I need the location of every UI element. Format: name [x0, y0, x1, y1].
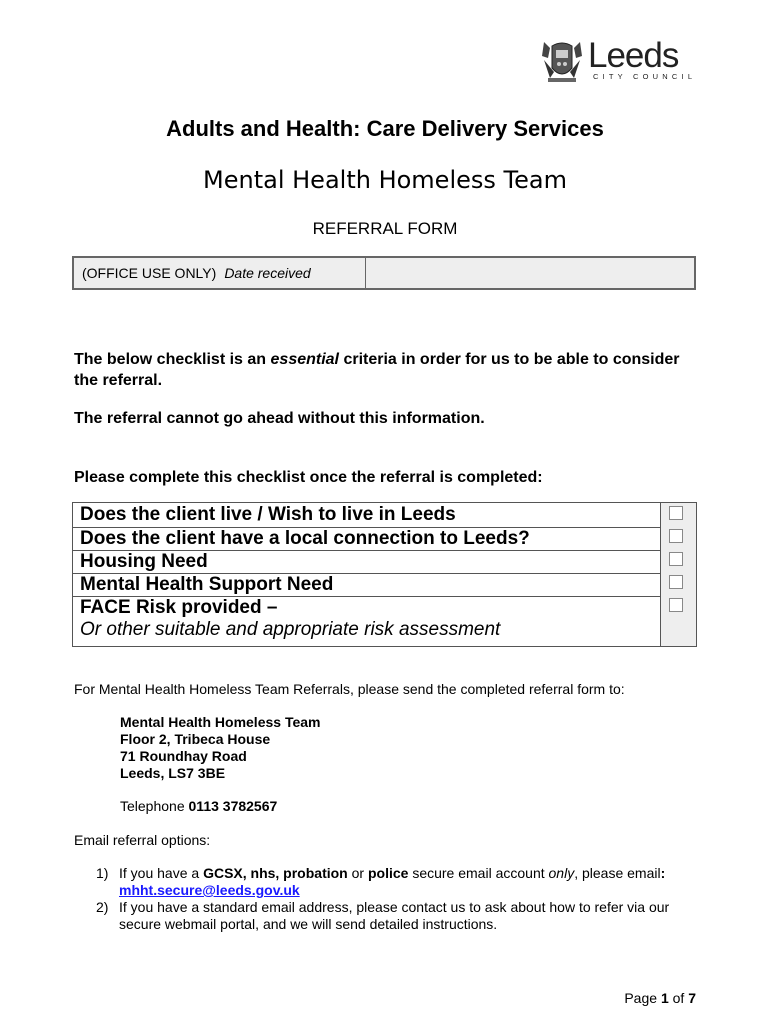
- option-bold-text: police: [367, 865, 409, 881]
- date-received-field[interactable]: [366, 258, 694, 288]
- address-line: Mental Health Homeless Team: [120, 714, 321, 730]
- option-text: or: [347, 865, 368, 881]
- checkbox-face-risk[interactable]: [669, 598, 683, 612]
- requirement-note: The referral cannot go ahead without this information.: [74, 410, 485, 427]
- checklist-items: [73, 503, 661, 646]
- telephone-number: 0113 3782567: [188, 798, 278, 814]
- current-page: 1: [660, 990, 669, 1006]
- checklist-intro: [74, 349, 704, 391]
- telephone-label: Telephone: [120, 798, 189, 814]
- checkbox-live-in-leeds[interactable]: [669, 506, 683, 520]
- intro-text-a: The below checklist is an: [74, 351, 271, 368]
- secure-email-link[interactable]: mhht.secure@leeds.gov.uk: [119, 882, 300, 898]
- checklist-table: [72, 502, 697, 647]
- face-risk-alternative: Or other suitable and appropriate risk assessment: [80, 619, 501, 640]
- checklist-item-live-in-leeds: Does the client live / Wish to live in Leeds: [80, 504, 456, 525]
- option-bold-text: :: [660, 865, 666, 881]
- checkbox-housing-need[interactable]: [669, 552, 683, 566]
- page-title: Adults and Health: Care Delivery Services: [166, 116, 604, 141]
- postal-address: [120, 714, 320, 782]
- logo-subtitle: CITY COUNCIL: [593, 72, 697, 81]
- checkbox-local-connection[interactable]: [669, 529, 683, 543]
- checklist-instruction: Please complete this checklist once the referral is completed:: [74, 469, 543, 486]
- option-text: If you have a standard email address, please contact us to ask about how to refer via our secure webmail portal, and we will send detailed instructions.: [119, 899, 670, 932]
- coat-of-arms-icon: [538, 38, 586, 84]
- intro-text-b: criteria in order for us to be able to consider the referral.: [74, 351, 680, 389]
- checkbox-mental-health-need[interactable]: [669, 575, 683, 589]
- checklist-item-face-risk: [73, 596, 660, 641]
- option-italic-text: only: [548, 865, 575, 881]
- option-text: If you have a: [119, 865, 204, 881]
- email-options-heading: Email referral options:: [74, 832, 211, 848]
- office-use-table: [72, 256, 696, 290]
- office-use-text: (OFFICE USE ONLY): [82, 265, 217, 281]
- list-number: 2): [96, 899, 109, 915]
- send-instruction: For Mental Health Homeless Team Referrals, please send the completed referral form to:: [74, 681, 625, 697]
- logo-wordmark: Leeds: [588, 36, 679, 75]
- address-line: Floor 2, Tribeca House: [120, 731, 271, 747]
- page-of-label: of: [668, 990, 689, 1006]
- list-number: 1): [96, 865, 109, 881]
- checklist-item-local-connection: Does the client have a local connection to Leeds?: [73, 527, 660, 550]
- address-line: 71 Roundhay Road: [120, 748, 247, 764]
- option-bold-text: GCSX, nhs, probation: [203, 865, 348, 881]
- date-received-label: Date received: [224, 265, 311, 281]
- office-use-label: [74, 258, 366, 288]
- page-number: [624, 990, 696, 1006]
- form-title: REFERRAL FORM: [312, 219, 458, 238]
- checklist-item-mental-health-need: Mental Health Support Need: [73, 573, 660, 596]
- leeds-city-council-logo: [538, 38, 698, 88]
- face-risk-label: FACE Risk provided –: [80, 597, 278, 618]
- option-text: , please email: [574, 865, 661, 881]
- checklist-item-housing-need: Housing Need: [73, 550, 660, 573]
- total-pages: 7: [688, 990, 696, 1006]
- page-label: Page: [624, 990, 661, 1006]
- team-title: Mental Health Homeless Team: [203, 166, 567, 194]
- intro-emphasis: essential: [270, 351, 339, 368]
- option-text: secure email account: [408, 865, 549, 881]
- address-line: Leeds, LS7 3BE: [120, 765, 226, 781]
- telephone: [120, 798, 277, 814]
